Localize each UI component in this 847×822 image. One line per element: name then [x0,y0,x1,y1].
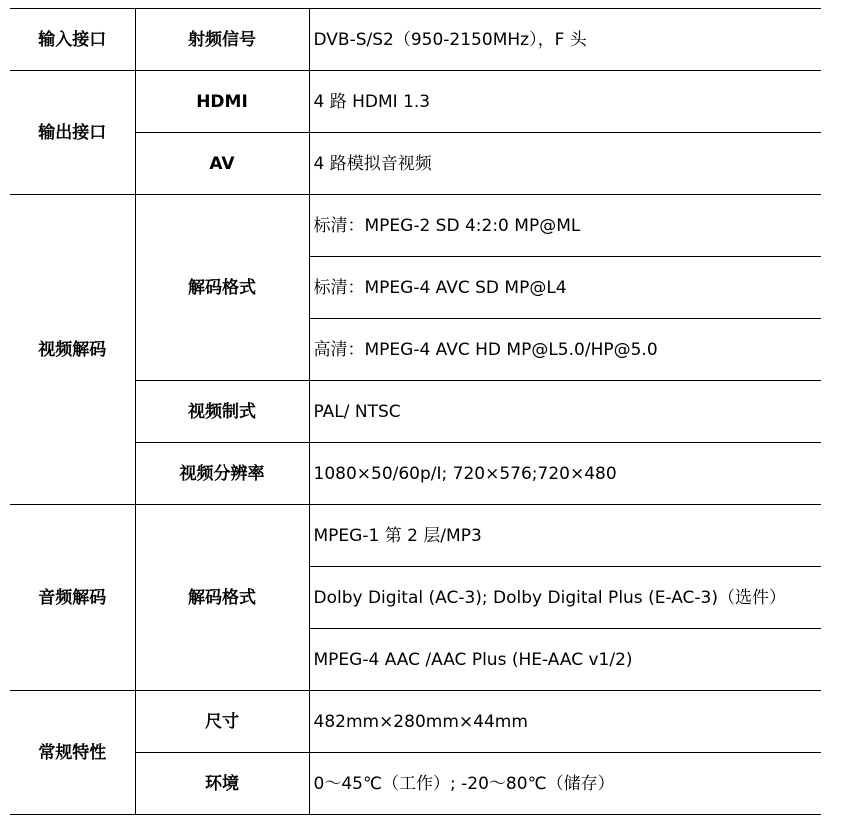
item-name-cell: 环境 [135,753,309,815]
spec-table-body [10,9,821,815]
item-name-cell: 射频信号 [135,9,309,71]
table-row [10,9,821,71]
category-cell: 视频解码 [10,195,135,505]
value-cell: 1080×50/60p/I; 720×576;720×480 [309,443,821,505]
item-name-cell: 解码格式 [135,505,309,691]
value-cell: MPEG-1 第 2 层/MP3 [309,505,821,567]
value-cell: Dolby Digital (AC-3); Dolby Digital Plus (E-AC-3)（选件） [309,567,821,629]
value-cell: 标清：MPEG-2 SD 4:2:0 MP@ML [309,195,821,257]
value-cell: 482mm×280mm×44mm [309,691,821,753]
spec-table [10,8,821,815]
value-cell: 标清：MPEG-4 AVC SD MP@L4 [309,257,821,319]
value-cell: 0～45℃（工作）; -20～80℃（储存） [309,753,821,815]
category-cell: 音频解码 [10,505,135,691]
category-cell: 输入接口 [10,9,135,71]
table-row [10,691,821,753]
value-cell: PAL/ NTSC [309,381,821,443]
table-row [10,195,821,257]
category-cell: 常规特性 [10,691,135,815]
table-row [10,505,821,567]
value-cell: DVB-S/S2（950-2150MHz），F 头 [309,9,821,71]
item-name-cell: 尺寸 [135,691,309,753]
item-name-cell: 视频制式 [135,381,309,443]
value-cell: MPEG-4 AAC /AAC Plus (HE-AAC v1/2) [309,629,821,691]
value-cell: 4 路 HDMI 1.3 [309,71,821,133]
category-cell: 输出接口 [10,71,135,195]
item-name-cell: AV [135,133,309,195]
value-cell: 4 路模拟音视频 [309,133,821,195]
item-name-cell: 视频分辨率 [135,443,309,505]
item-name-cell: HDMI [135,71,309,133]
value-cell: 高清：MPEG-4 AVC HD MP@L5.0/HP@5.0 [309,319,821,381]
item-name-cell: 解码格式 [135,195,309,381]
table-row [10,71,821,133]
